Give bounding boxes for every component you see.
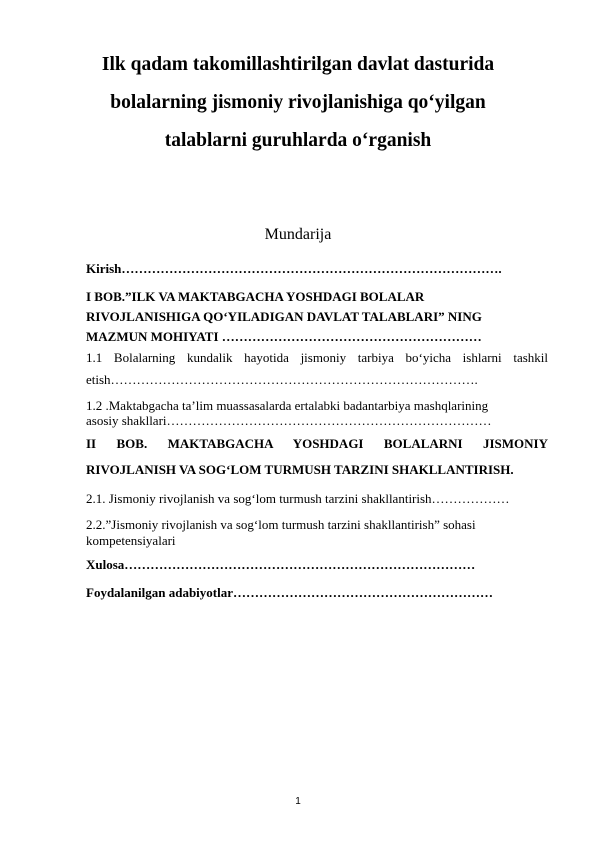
title-line-2: bolalarning jismoniy rivojlanishiga qo‘yilgan xyxy=(110,92,486,113)
toc-entry-section-1-2-line-1: 1.2 .Maktabgacha ta’lim muassasalarda ertalabki badantarbiya mashqlarining xyxy=(86,398,489,413)
toc-entry-chapter-1-line-1: I BOB.”ILK VA MAKTABGACHA YOSHDAGI BOLALAR xyxy=(86,289,425,304)
toc-entry-chapter-2-line-2: RIVOJLANISH VA SOG‘LOM TURMUSH TARZINI SHAKLLANTIRISH. xyxy=(86,462,514,477)
table-of-contents xyxy=(86,256,548,603)
document-title xyxy=(60,46,536,160)
toc-entry-section-1-1-line-1: 1.1 Bolalarning kundalik hayotida jismoniy tarbiya bo‘yicha ishlarni tashkil xyxy=(86,350,548,365)
toc-entry-kirish[interactable]: Kirish……………………………………………………………………………. xyxy=(86,261,502,276)
toc-entry-section-1-1[interactable] xyxy=(86,347,548,391)
toc-entry-xulosa[interactable]: Xulosa……………………………………………………………………… xyxy=(86,557,476,572)
toc-entry-section-1-2[interactable] xyxy=(86,398,548,428)
page-number: 1 xyxy=(295,796,301,807)
toc-entry-chapter-1[interactable] xyxy=(86,287,548,347)
title-line-3: talablarni guruhlarda o‘rganish xyxy=(164,130,432,151)
toc-entry-section-2-2-line-1: 2.2.”Jismoniy rivojlanish va sog‘lom turmush tarzini shakllantirish” sohasi xyxy=(86,517,476,532)
title-line-1: Ilk qadam takomillashtirilgan davlat dasturida xyxy=(101,54,495,75)
toc-entry-section-1-2-line-2: asosiy shakllari………………………………………………………………… xyxy=(86,413,492,428)
toc-entry-chapter-2[interactable] xyxy=(86,431,548,483)
toc-entry-chapter-1-line-2: RIVOJLANISHIGA QO‘YILADIGAN DAVLAT TALABLARI” NING xyxy=(86,309,482,324)
toc-entry-section-1-1-line-2: etish…………………………………………………………………………. xyxy=(86,372,478,387)
toc-entry-chapter-1-line-3: MAZMUN MOHIYATI …………………………………………………… xyxy=(86,329,482,344)
toc-entry-chapter-2-line-1: II BOB. MAKTABGACHA YOSHDAGI BOLALARNI JISMONIY xyxy=(86,436,548,451)
toc-entry-section-2-2[interactable] xyxy=(86,517,548,549)
toc-entry-section-2-1[interactable]: 2.1. Jismoniy rivojlanish va sog‘lom turmush tarzini shakllantirish……………… xyxy=(86,491,510,506)
toc-entry-section-2-2-line-2: kompetensiyalari xyxy=(86,533,176,548)
toc-entry-adabiyotlar[interactable]: Foydalanilgan adabiyotlar…………………………………………………… xyxy=(86,585,493,600)
toc-heading: Mundarija xyxy=(264,226,332,243)
